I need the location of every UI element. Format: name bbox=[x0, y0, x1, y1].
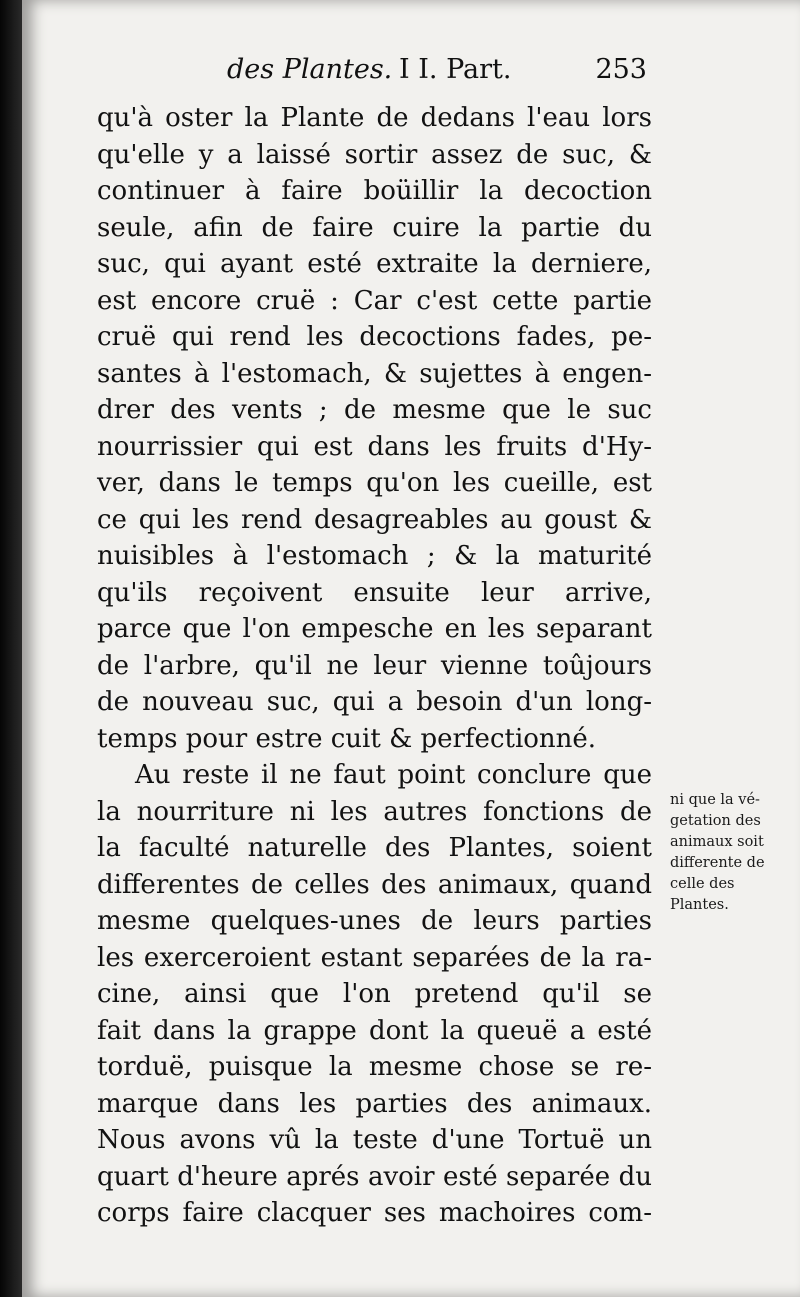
page-header bbox=[227, 54, 647, 94]
text-line: Nous avons vû la teste d'une Tortuë un bbox=[97, 1125, 652, 1155]
text-line: les exerceroient estant separées de la ra- bbox=[97, 942, 652, 973]
margin-note-line: differente de bbox=[670, 855, 765, 871]
text-line: la faculté naturelle des Plantes, soient bbox=[97, 833, 652, 863]
text-line: mesme quelques-unes de leurs parties bbox=[97, 906, 652, 936]
text-line: temps pour estre cuit & perfectionné. bbox=[97, 723, 597, 754]
text-line: seule, afin de faire cuire la partie du bbox=[97, 212, 652, 243]
page-number: 253 bbox=[595, 54, 647, 85]
text-line: ce qui les rend desagreables au goust & bbox=[97, 504, 652, 535]
text-line: marque dans les parties des animaux. bbox=[97, 1088, 652, 1119]
text-line: la nourriture ni les autres fonctions de bbox=[97, 796, 652, 827]
text-line: continuer à faire boüillir la decoction bbox=[97, 176, 652, 206]
margin-note-line: Plantes. bbox=[670, 897, 729, 913]
text-line: parce que l'on empesche en les separant bbox=[97, 614, 652, 644]
margin-note bbox=[670, 790, 800, 916]
margin-note-line: animaux soit bbox=[670, 834, 764, 850]
text-line: torduë, puisque la mesme chose se re- bbox=[97, 1052, 652, 1082]
main-text-block bbox=[97, 100, 652, 1232]
text-line: de nouveau suc, qui a besoin d'un long- bbox=[97, 687, 652, 717]
text-line: corps faire clacquer ses machoires com- bbox=[97, 1198, 652, 1228]
text-line: fait dans la grappe dont la queuë a esté bbox=[97, 1015, 652, 1046]
text-line: qu'ils reçoivent ensuite leur arrive, bbox=[97, 577, 652, 608]
text-line: qu'elle y a laissé sortir assez de suc, & bbox=[97, 139, 652, 170]
text-line: cine, ainsi que l'on pretend qu'il se bbox=[97, 979, 652, 1009]
text-line: cruë qui rend les decoctions fades, pe- bbox=[97, 322, 652, 352]
text-line: differentes de celles des animaux, quand bbox=[97, 869, 652, 900]
text-line: nourrissier qui est dans les fruits d'Hy- bbox=[97, 431, 652, 462]
running-title: des Plantes. bbox=[227, 54, 393, 85]
text-line: est encore cruë : Car c'est cette partie bbox=[97, 285, 652, 316]
book-gutter bbox=[0, 0, 22, 1297]
text-line: de l'arbre, qu'il ne leur vienne toûjours bbox=[97, 650, 652, 681]
text-line: Au reste il ne faut point conclure que bbox=[135, 760, 652, 790]
margin-note-line: ni que la vé- bbox=[670, 792, 760, 808]
book-page bbox=[22, 0, 800, 1297]
text-line: quart d'heure aprés avoir esté separée du bbox=[97, 1161, 652, 1192]
text-line: ver, dans le temps qu'on les cueille, est bbox=[97, 468, 652, 498]
margin-note-line: celle des bbox=[670, 876, 735, 892]
part-label: I I. Part. bbox=[399, 54, 512, 85]
text-line: qu'à oster la Plante de dedans l'eau lors bbox=[97, 103, 652, 133]
text-line: santes à l'estomach, & sujettes à engen- bbox=[97, 358, 652, 389]
text-line: nuisibles à l'estomach ; & la maturité bbox=[97, 541, 652, 571]
text-line: drer des vents ; de mesme que le suc bbox=[97, 395, 652, 425]
text-line: suc, qui ayant esté extraite la derniere, bbox=[97, 249, 652, 279]
margin-note-line: getation des bbox=[670, 813, 761, 829]
